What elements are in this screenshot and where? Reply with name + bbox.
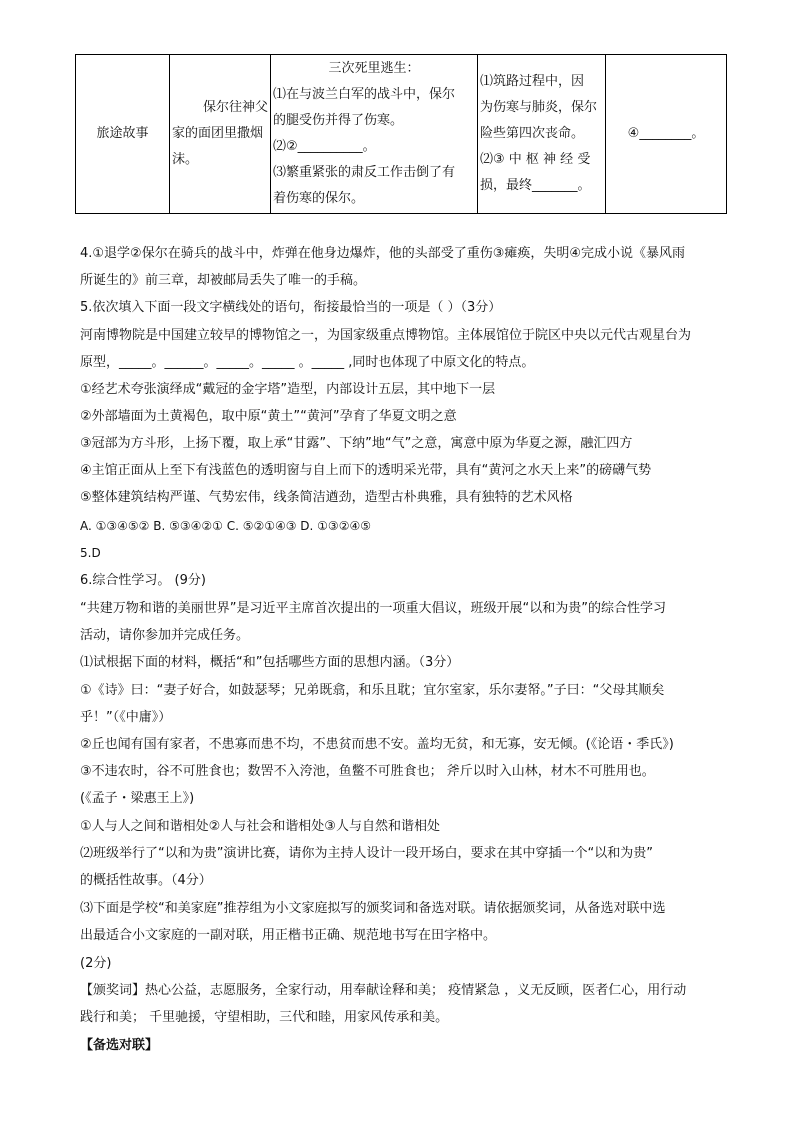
text-line: ②丘也闻有国有家者，不患寡而患不均，不患贫而患不安。盖均无贫，和无寡，安无倾。(《论语・季氏》)	[80, 737, 674, 752]
text-line: 原型，_____。______。_____。_____ 。_____ ,同时也体现了中原文化的特点。	[80, 355, 535, 370]
cell-text: 保尔往神父	[202, 100, 268, 115]
table-cell	[170, 55, 271, 214]
text-line: “共建万物和谐的美丽世界”是习近平主席首次提出的一项重大倡议，班级开展“以和为贵”的综合性学习	[80, 601, 666, 616]
cell-text: 损，最终_______。	[480, 178, 591, 193]
text-line: ③不违农时，谷不可胜食也；数罟不入洿池，鱼鳖不可胜食也； 斧斤以时入山林，材木不可胜用也。	[80, 764, 655, 779]
table-cell	[271, 55, 478, 214]
cell-text: ⑵②__________。	[273, 139, 376, 154]
row-label-cell	[76, 55, 170, 214]
cell-text: 险些第四次丧命。	[480, 126, 585, 141]
answer-line: ①人与人之间和谐相处②人与社会和谐相处③人与自然和谐相处	[80, 819, 440, 834]
cell-text: 为伤寒与肺炎，保尔	[480, 100, 598, 115]
text-line: 出最适合小文家庭的一副对联，用正楷书正确、规范地书写在田字格中。	[80, 928, 497, 943]
text-line: ⑴试根据下面的材料，概括“和”包括哪些方面的思想内涵。（3分）	[80, 655, 460, 670]
cell-text: ⑴在与波兰白军的战斗中，保尔	[273, 87, 456, 102]
cell-title: 三次死里逃生：	[328, 61, 420, 76]
answer-line: 5.D	[80, 546, 101, 560]
choices-line: A. ①③④⑤② B. ⑤③④②① C. ⑤②①④③ D. ①③②④⑤	[80, 519, 371, 533]
question-heading: 6.综合性学习。 (9分)	[80, 573, 206, 588]
award-text: 【颁奖词】热心公益，志愿服务，全家行动，用奉献诠释和美； 疫情紧急 ，义无反顾，医者仁心，用行动	[80, 983, 687, 998]
option-line: ②外部墙面为土黄褐色，取中原“黄土”“黄河”孕育了华夏文明之意	[80, 409, 457, 424]
row-label: 旅途故事	[96, 126, 149, 141]
text-line: 乎！”（《中庸》）	[80, 710, 172, 725]
question-heading: 5.依次填入下面一段文字横线处的语句，衔接最恰当的一项是（ ）（3分）	[80, 300, 502, 315]
story-table	[75, 54, 727, 214]
cell-text: 着伤寒的保尔。	[273, 191, 365, 206]
text-line: ⑵班级举行了“以和为贵”演讲比赛，请你为主持人设计一段开场白，要求在其中穿插一个“以和为贵”	[80, 846, 653, 861]
cell-text: 沫。	[172, 152, 199, 167]
cell-text: ⑵③ 中 枢 神 经 受	[480, 152, 591, 167]
table-cell	[478, 55, 606, 214]
section-heading: 【备选对联】	[80, 1038, 159, 1053]
cell-text: ④________。	[627, 126, 705, 141]
award-text: 践行和美； 千里驰援，守望相助，三代和睦，用家风传承和美。	[80, 1010, 449, 1025]
text-line: (《孟子・梁惠王上》)	[80, 791, 195, 806]
text-line: (2分)	[80, 956, 112, 971]
text-line: ⑶下面是学校“和美家庭”推荐组为小文家庭拟写的颁奖词和备选对联。请依据颁奖词，从备选对联中选	[80, 901, 666, 916]
cell-text: 家的面团里撒烟	[172, 126, 264, 141]
table-cell	[606, 55, 727, 214]
text-line: 活动，请你参加并完成任务。	[80, 628, 250, 643]
cell-text: ⑶繁重紧张的肃反工作击倒了有	[273, 165, 456, 180]
cell-text: 的腿受伤并得了伤寒。	[273, 113, 404, 128]
option-line: ①经艺术夸张演绎成“戴冠的金字塔”造型，内部设计五层，其中地下一层	[80, 382, 496, 397]
text-line: 4.①退学②保尔在骑兵的战斗中，炸弹在他身边爆炸，他的头部受了重伤③瘫痪，失明④完成小说《暴风雨	[80, 246, 686, 261]
table-row	[76, 55, 727, 214]
cell-text: ⑴筑路过程中，因	[480, 74, 585, 89]
text-line: 所诞生的》前三章，却被邮局丢失了唯一的手稿。	[80, 273, 367, 288]
option-line: ③冠部为方斗形，上扬下覆，取上承“甘露”、下纳”地“气”之意，寓意中原为华夏之源，融汇四方	[80, 436, 633, 451]
option-line: ④主馆正面从上至下有浅蓝色的透明窗与自上而下的透明采光带，具有“黄河之水天上来”的磅礴气势	[80, 463, 652, 478]
text-line: 的概括性故事。（4分）	[80, 873, 212, 888]
text-line: 河南博物院是中国建立较早的博物馆之一，为国家级重点博物馆。主体展馆位于院区中央以元代古观星台为	[80, 328, 692, 343]
option-line: ⑤整体建筑结构严谨、气势宏伟，线条简洁遒劲，造型古朴典雅，具有独特的艺术风格	[80, 490, 573, 505]
text-line: ①《诗》曰：“妻子好合，如鼓瑟琴；兄弟既翕，和乐且耽；宜尔室家，乐尔妻帑。”子曰：“父母其顺矣	[80, 683, 665, 698]
